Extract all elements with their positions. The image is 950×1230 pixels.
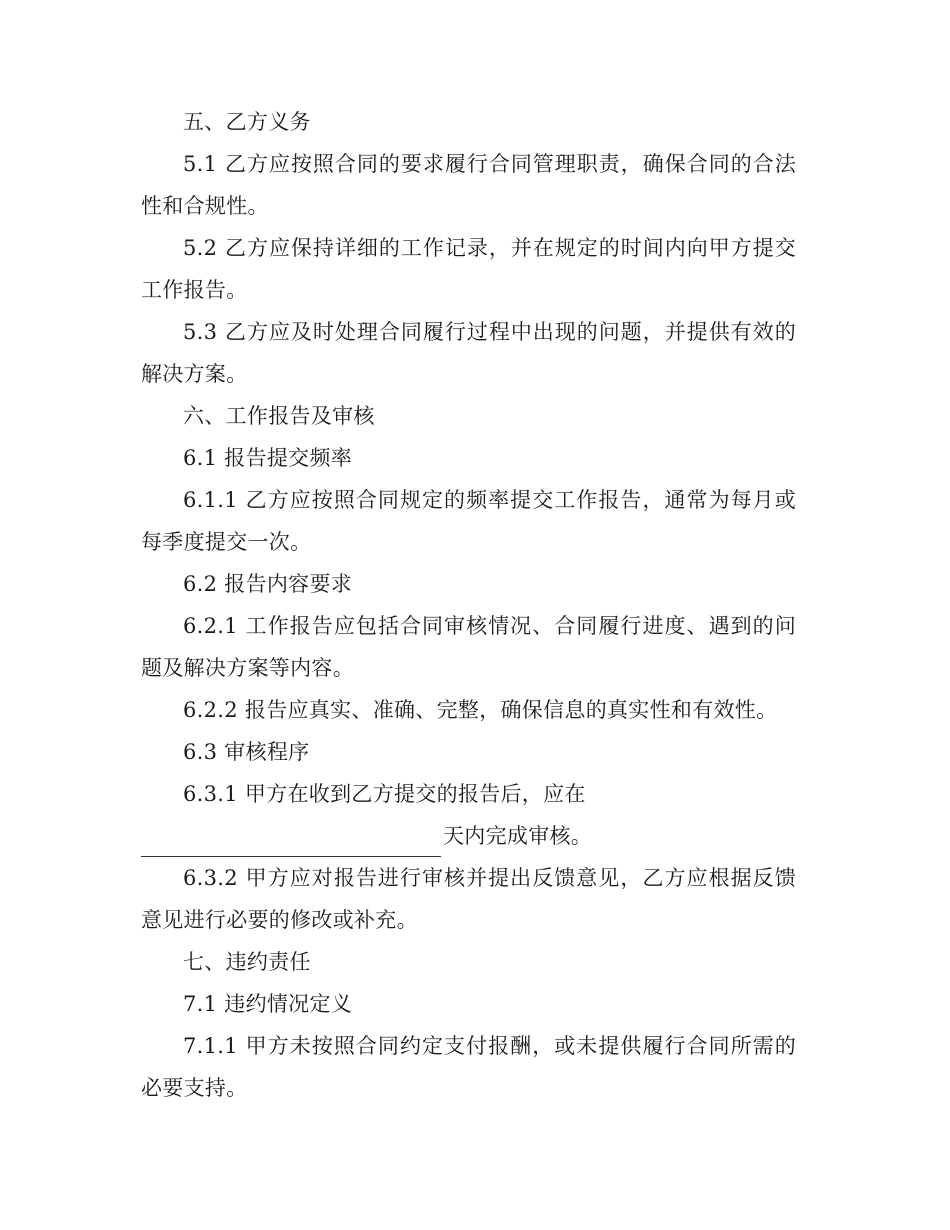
clause-6-1-1: 6.1.1 乙方应按照合同规定的频率提交工作报告，通常为每月或每季度提交一次。: [141, 488, 796, 554]
clause-6-3-1-part-a: 6.3.1 甲方在收到乙方提交的报告后，应在: [183, 782, 586, 806]
clause-6-2-2: 6.2.2 报告应真实、准确、完整，确保信息的真实性和有效性。: [183, 698, 778, 722]
clause-6-3: 6.3 审核程序: [183, 740, 310, 764]
clause-5-1: 5.1 乙方应按照合同的要求履行合同管理职责，确保合同的合法性和合规性。: [141, 152, 796, 218]
document-page: [141, 101, 796, 1109]
clause-7-1: 7.1 违约情况定义: [183, 992, 353, 1016]
clause-5-2: 5.2 乙方应保持详细的工作记录，并在规定的时间内向甲方提交工作报告。: [141, 236, 796, 302]
clause-6-1: 6.1 报告提交频率: [183, 446, 353, 470]
clause-7-1-1: 7.1.1 甲方未按照合同约定支付报酬，或未提供履行合同所需的必要支持。: [141, 1034, 796, 1100]
clause-6-2: 6.2 报告内容要求: [183, 572, 353, 596]
clause-6-3-1-suffix: 天内完成审核。: [443, 824, 593, 848]
clause-6-2-1: 6.2.1 工作报告应包括合同审核情况、合同履行进度、遇到的问题及解决方案等内容。: [141, 614, 796, 680]
section-6-title: 六、工作报告及审核: [183, 404, 375, 428]
section-5-title: 五、乙方义务: [183, 110, 311, 134]
section-7-title: 七、违约责任: [183, 950, 311, 974]
clause-5-3: 5.3 乙方应及时处理合同履行过程中出现的问题，并提供有效的解决方案。: [141, 320, 796, 386]
clause-6-3-1-part-b: [141, 815, 796, 857]
fill-in-blank-days[interactable]: [141, 828, 441, 857]
clause-6-3-2: 6.3.2 甲方应对报告进行审核并提出反馈意见，乙方应根据反馈意见进行必要的修改或补充。: [141, 866, 796, 932]
